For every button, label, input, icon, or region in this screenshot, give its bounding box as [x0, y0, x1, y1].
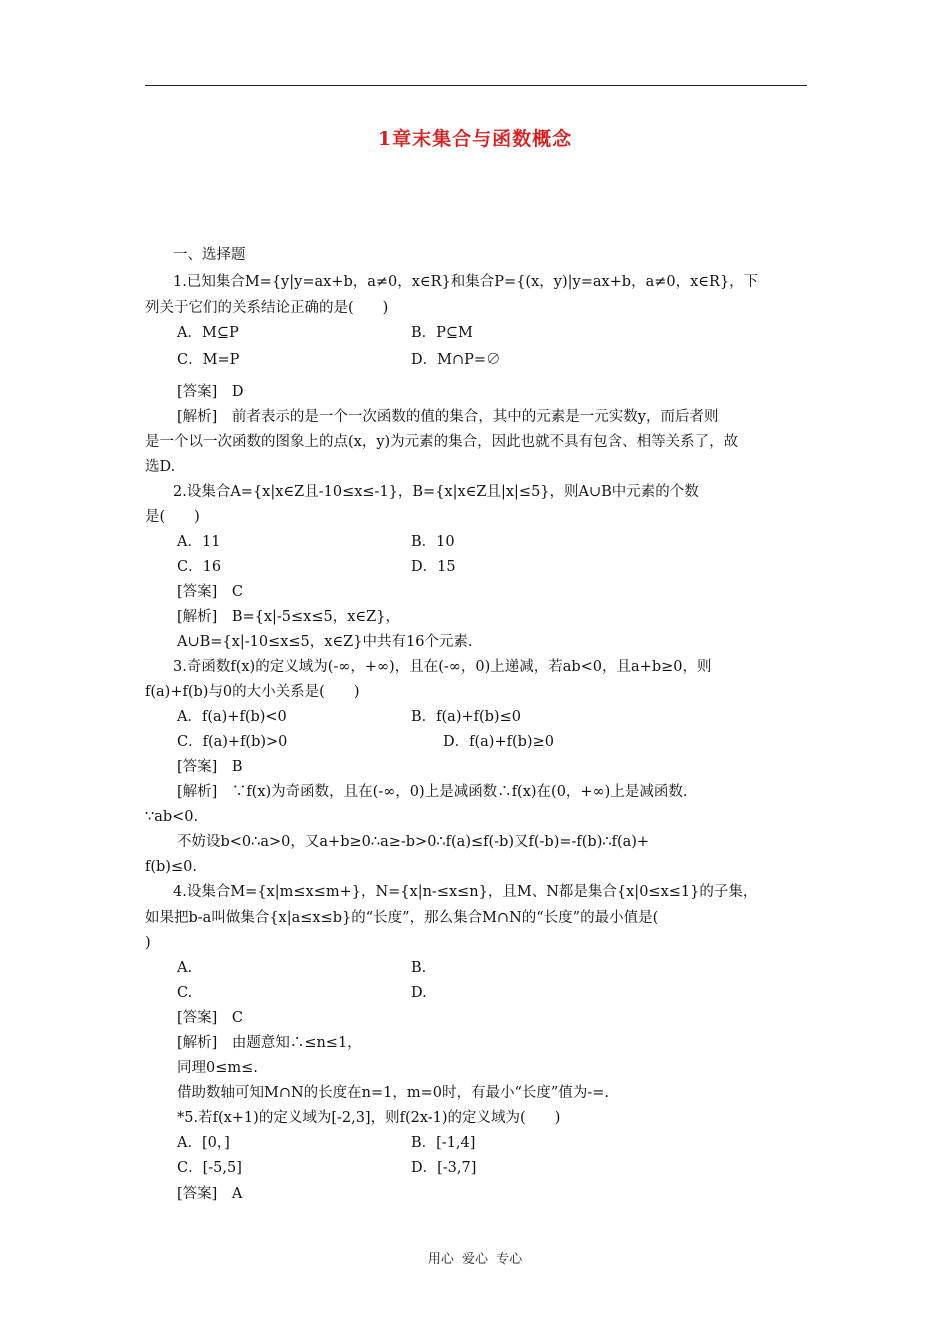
- q3-option-a: A．f(a)+f(b)<0: [177, 709, 287, 725]
- q2-option-a: A．11: [177, 534, 221, 550]
- q2-explanation-line1: [解析] B={x|-5≤x≤5，x∈Z}，: [177, 609, 400, 625]
- q1-option-d: D．M∩P=∅: [411, 352, 501, 368]
- q4-option-c: C.: [177, 985, 193, 1001]
- q4-option-b: B.: [411, 960, 427, 976]
- header-rule: [145, 85, 807, 86]
- page-footer: 用心 爱心 专心: [427, 1252, 523, 1267]
- q2-option-c: C．16: [177, 559, 222, 575]
- q3-answer: [答案] B: [177, 759, 243, 775]
- q1-stem-line2: 列关于它们的关系结论正确的是( ): [145, 300, 389, 316]
- q4-explanation-line1: [解析] 由题意知∴≤n≤1，: [177, 1035, 362, 1051]
- q3-explanation-line4: f(b)≤0.: [145, 859, 197, 875]
- q2-option-b: B．10: [411, 534, 455, 550]
- q1-option-a: A．M⊆P: [177, 325, 239, 341]
- q1-option-b: B．P⊆M: [411, 325, 473, 341]
- q4-explanation-line2: 同理0≤m≤.: [177, 1060, 258, 1076]
- q4-stem-line1: 4.设集合M={x|m≤x≤m+}，N={x|n-≤x≤n}，且M、N都是集合{x|0≤x≤1}的子集，: [173, 884, 758, 900]
- q2-answer: [答案] C: [177, 584, 243, 600]
- q3-stem-line1: 3.奇函数f(x)的定义域为(-∞，+∞)，且在(-∞，0)上递减，若ab<0，且a+b≥0，则: [173, 659, 712, 675]
- q3-option-d: D．f(a)+f(b)≥0: [443, 734, 554, 750]
- q1-explanation-line3: 选D.: [145, 459, 176, 475]
- q1-option-c: C．M=P: [177, 352, 240, 368]
- q2-stem-line1: 2.设集合A={x|x∈Z且-10≤x≤-1}，B={x|x∈Z且|x|≤5}，则A∪B中元素的个数: [173, 484, 699, 500]
- q2-explanation-line2: A∪B={x|-10≤x≤5，x∈Z}中共有16个元素.: [177, 634, 473, 650]
- q4-option-a: A.: [177, 960, 193, 976]
- q5-option-a: A．[0，]: [177, 1135, 230, 1151]
- section-heading: 一、选择题: [173, 247, 246, 263]
- q2-option-d: D．15: [411, 559, 456, 575]
- q3-stem-line2: f(a)+f(b)与0的大小关系是( ): [145, 684, 360, 700]
- q4-stem-line2: 如果把b-a叫做集合{x|a≤x≤b}的“长度”，那么集合M∩N的“长度”的最小值是(: [145, 910, 659, 926]
- q5-option-d: D．[-3,7]: [411, 1160, 477, 1176]
- q1-explanation-line1: [解析] 前者表示的是一个一次函数的值的集合，其中的元素是一元实数y，而后者则: [177, 409, 719, 425]
- q2-stem-line2: 是( ): [145, 509, 200, 525]
- q1-explanation-line2: 是一个以一次函数的图象上的点(x，y)为元素的集合，因此也就不具有包含、相等关系了，故: [145, 434, 739, 450]
- q4-explanation-line3: 借助数轴可知M∩N的长度在n=1，m=0时，有最小“长度”值为-=.: [177, 1085, 610, 1101]
- q1-answer: [答案] D: [177, 384, 244, 400]
- q5-stem-line1: *5.若f(x+1)的定义域为[-2,3]，则f(2x-1)的定义域为( ): [177, 1110, 561, 1126]
- q3-explanation-line2: ∵ab<0.: [145, 809, 199, 825]
- q3-option-b: B．f(a)+f(b)≤0: [411, 709, 521, 725]
- q1-stem-line1: 1.已知集合M={y|y=ax+b，a≠0，x∈R}和集合P={(x，y)|y=ax+b，a≠0，x∈R}，下: [173, 274, 759, 290]
- q5-answer: [答案] A: [177, 1186, 243, 1202]
- q5-option-c: C．[-5,5]: [177, 1160, 242, 1176]
- q3-explanation-line3: 不妨设b<0∴a>0，又a+b≥0∴a≥-b>0∴f(a)≤f(-b)又f(-b)=-f(b)∴f(a)+: [177, 834, 650, 850]
- page-title: 1章末集合与函数概念: [377, 128, 573, 150]
- q4-stem-line3: ): [145, 935, 151, 951]
- q3-explanation-line1: [解析] ∵f(x)为奇函数，且在(-∞，0)上是减函数∴f(x)在(0，+∞)上是减函数.: [177, 784, 688, 800]
- q5-option-b: B．[-1,4]: [411, 1135, 476, 1151]
- q4-answer: [答案] C: [177, 1010, 243, 1026]
- q4-option-d: D.: [411, 985, 427, 1001]
- q3-option-c: C．f(a)+f(b)>0: [177, 734, 288, 750]
